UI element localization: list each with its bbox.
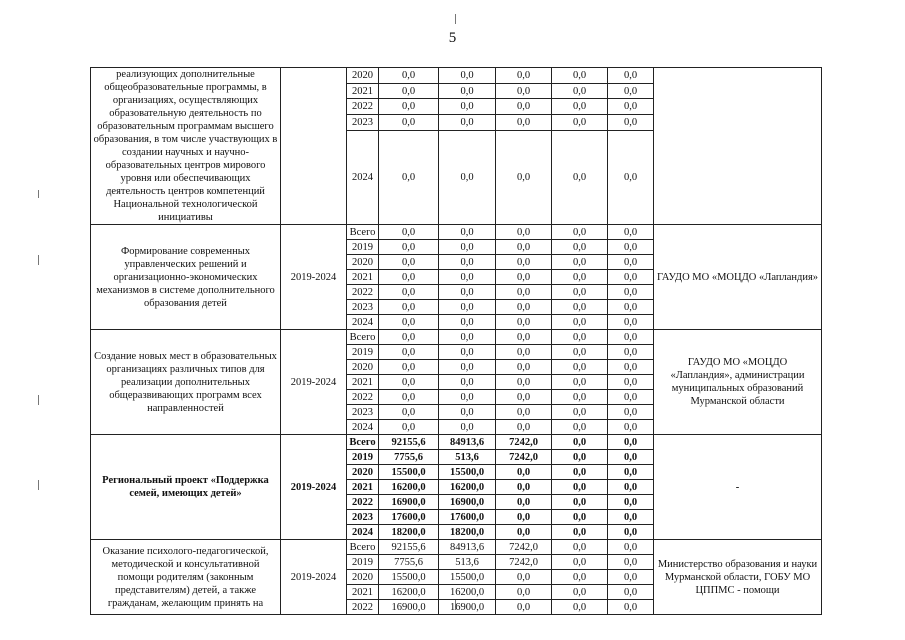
value-cell: 0,0 [608,510,654,525]
year-cell: 2024 [347,420,379,435]
value-cell: 16200,0 [439,585,496,600]
value-cell: 0,0 [608,130,654,224]
value-cell: 0,0 [608,450,654,465]
value-cell: 0,0 [379,99,439,115]
value-cell: 0,0 [552,83,608,99]
value-cell: 0,0 [379,420,439,435]
value-cell: 0,0 [496,115,552,131]
value-cell: 513,6 [439,450,496,465]
year-cell: 2022 [347,600,379,615]
value-cell: 0,0 [552,270,608,285]
year-cell: 2022 [347,99,379,115]
value-cell: 0,0 [608,555,654,570]
value-cell: 0,0 [552,525,608,540]
value-cell: 16200,0 [379,585,439,600]
value-cell: 0,0 [552,585,608,600]
value-cell: 0,0 [552,405,608,420]
value-cell: 92155,6 [379,540,439,555]
value-cell: 0,0 [608,540,654,555]
year-cell: 2020 [347,465,379,480]
value-cell: 0,0 [496,600,552,615]
value-cell: 0,0 [552,495,608,510]
executor-cell: ГАУДО МО «МОЦДО «Лапландия», администрации муниципальных образований Мурманской области [654,330,822,435]
year-cell: Всего [347,330,379,345]
value-cell: 0,0 [608,465,654,480]
year-cell: 2019 [347,240,379,255]
scan-mark [455,14,456,24]
value-cell: 0,0 [439,225,496,240]
value-cell: 0,0 [552,390,608,405]
value-cell: 0,0 [379,315,439,330]
year-cell: 2021 [347,270,379,285]
table-row [91,540,822,555]
value-cell: 0,0 [496,285,552,300]
value-cell: 0,0 [379,390,439,405]
year-cell: 2024 [347,525,379,540]
value-cell: 0,0 [608,570,654,585]
value-cell: 0,0 [608,435,654,450]
period-cell [281,68,347,225]
period-cell: 2019-2024 [281,330,347,435]
value-cell: 0,0 [439,130,496,224]
year-cell: 2020 [347,360,379,375]
value-cell: 18200,0 [439,525,496,540]
table-row [91,435,822,450]
value-cell: 0,0 [439,240,496,255]
year-cell: 2019 [347,555,379,570]
value-cell: 16900,0 [379,600,439,615]
value-cell: 0,0 [439,270,496,285]
value-cell: 0,0 [379,240,439,255]
year-cell: 2021 [347,480,379,495]
year-cell: 2022 [347,495,379,510]
value-cell: 0,0 [552,375,608,390]
value-cell: 0,0 [608,99,654,115]
value-cell: 0,0 [439,360,496,375]
value-cell: 0,0 [552,480,608,495]
value-cell: 0,0 [496,99,552,115]
value-cell: 0,0 [496,130,552,224]
period-cell: 2019-2024 [281,435,347,540]
value-cell: 16900,0 [439,600,496,615]
value-cell: 0,0 [608,600,654,615]
value-cell: 0,0 [608,225,654,240]
table-row [91,225,822,240]
value-cell: 16200,0 [439,480,496,495]
value-cell: 0,0 [496,240,552,255]
value-cell: 0,0 [552,510,608,525]
value-cell: 0,0 [552,315,608,330]
value-cell: 0,0 [379,360,439,375]
value-cell: 7755,6 [379,555,439,570]
value-cell: 15500,0 [439,570,496,585]
value-cell: 0,0 [496,420,552,435]
value-cell: 0,0 [439,405,496,420]
year-cell: Всего [347,225,379,240]
value-cell: 0,0 [379,83,439,99]
value-cell: 15500,0 [439,465,496,480]
activity-description: реализующих дополнительные общеобразовательные программы, в организациях, осуществляющих образовательную деятельность по образовательным программам высшего образования, в том числе участвующих в создании научных и научно-образовательных центров мирового уровня или обеспечивающих деятельность центров компетенций Национальной технологической инициативы [91,68,281,225]
table-body [91,68,822,615]
value-cell: 0,0 [379,375,439,390]
value-cell: 7755,6 [379,450,439,465]
value-cell: 0,0 [552,600,608,615]
value-cell: 0,0 [496,315,552,330]
value-cell: 0,0 [608,68,654,84]
period-cell: 2019-2024 [281,225,347,330]
value-cell: 0,0 [552,130,608,224]
executor-cell: Министерство образования и науки Мурманской области, ГОБУ МО ЦППМС - помощи [654,540,822,615]
value-cell: 0,0 [496,480,552,495]
value-cell: 0,0 [552,420,608,435]
value-cell: 17600,0 [439,510,496,525]
value-cell: 0,0 [552,255,608,270]
scan-mark [38,395,39,405]
value-cell: 7242,0 [496,555,552,570]
value-cell: 0,0 [608,315,654,330]
value-cell: 0,0 [496,270,552,285]
budget-table [90,67,822,615]
value-cell: 0,0 [608,83,654,99]
executor-cell: ГАУДО МО «МОЦДО «Лапландия» [654,225,822,330]
scan-mark [38,480,39,490]
year-cell: 2023 [347,115,379,131]
value-cell: 0,0 [496,390,552,405]
activity-description: Оказание психолого-педагогической, методической и консультативной помощи родителям (законным представителям) детей, а также гражданам, желающим принять на [91,540,281,615]
value-cell: 92155,6 [379,435,439,450]
table-row [91,330,822,345]
value-cell: 0,0 [496,68,552,84]
value-cell: 0,0 [496,330,552,345]
value-cell: 16900,0 [379,495,439,510]
value-cell: 0,0 [439,285,496,300]
value-cell: 0,0 [379,255,439,270]
value-cell: 18200,0 [379,525,439,540]
value-cell: 15500,0 [379,465,439,480]
scan-mark [38,190,39,198]
value-cell: 0,0 [552,555,608,570]
value-cell: 0,0 [379,345,439,360]
value-cell: 0,0 [439,99,496,115]
value-cell: 0,0 [439,83,496,99]
value-cell: 0,0 [608,390,654,405]
value-cell: 0,0 [439,375,496,390]
value-cell: 0,0 [552,240,608,255]
executor-cell [654,68,822,225]
year-cell: 2019 [347,345,379,360]
value-cell: 7242,0 [496,435,552,450]
value-cell: 0,0 [496,525,552,540]
table-row [91,68,822,84]
value-cell: 0,0 [439,315,496,330]
value-cell: 0,0 [439,390,496,405]
year-cell: 2021 [347,83,379,99]
executor-cell: - [654,435,822,540]
value-cell: 0,0 [608,115,654,131]
value-cell: 0,0 [608,375,654,390]
value-cell: 0,0 [608,300,654,315]
value-cell: 0,0 [379,300,439,315]
activity-description: Создание новых мест в образовательных организациях различных типов для реализации дополнительных общеразвивающих программ всех направленностей [91,330,281,435]
value-cell: 0,0 [496,585,552,600]
value-cell: 0,0 [496,255,552,270]
year-cell: 2024 [347,315,379,330]
value-cell: 0,0 [496,570,552,585]
value-cell: 0,0 [552,450,608,465]
value-cell: 0,0 [439,115,496,131]
value-cell: 16200,0 [379,480,439,495]
value-cell: 0,0 [379,115,439,131]
value-cell: 0,0 [608,240,654,255]
value-cell: 0,0 [552,345,608,360]
value-cell: 0,0 [439,330,496,345]
value-cell: 0,0 [439,255,496,270]
year-cell: 2019 [347,450,379,465]
year-cell: 2023 [347,405,379,420]
value-cell: 84913,6 [439,540,496,555]
value-cell: 0,0 [439,345,496,360]
value-cell: 0,0 [439,420,496,435]
value-cell: 0,0 [552,435,608,450]
value-cell: 15500,0 [379,570,439,585]
period-cell: 2019-2024 [281,540,347,615]
year-cell: 2022 [347,390,379,405]
scan-mark [38,255,39,265]
value-cell: 0,0 [552,465,608,480]
value-cell: 0,0 [552,540,608,555]
value-cell: 0,0 [379,130,439,224]
value-cell: 0,0 [496,495,552,510]
value-cell: 0,0 [608,420,654,435]
value-cell: 0,0 [608,525,654,540]
value-cell: 0,0 [608,405,654,420]
value-cell: 16900,0 [439,495,496,510]
value-cell: 0,0 [608,495,654,510]
value-cell: 0,0 [439,68,496,84]
value-cell: 0,0 [439,300,496,315]
activity-description: Формирование современных управленческих решений и организационно-экономических механизмов в системе дополнительного образования детей [91,225,281,330]
value-cell: 0,0 [552,570,608,585]
year-cell: 2020 [347,68,379,84]
value-cell: 0,0 [608,360,654,375]
value-cell: 0,0 [552,360,608,375]
value-cell: 0,0 [552,300,608,315]
year-cell: Всего [347,540,379,555]
year-cell: Всего [347,435,379,450]
value-cell: 0,0 [496,345,552,360]
value-cell: 0,0 [552,115,608,131]
year-cell: 2020 [347,255,379,270]
value-cell: 0,0 [379,285,439,300]
value-cell: 0,0 [552,225,608,240]
value-cell: 0,0 [552,330,608,345]
value-cell: 0,0 [608,585,654,600]
value-cell: 0,0 [608,255,654,270]
value-cell: 0,0 [608,480,654,495]
value-cell: 513,6 [439,555,496,570]
year-cell: 2021 [347,585,379,600]
value-cell: 0,0 [608,345,654,360]
value-cell: 0,0 [608,270,654,285]
value-cell: 84913,6 [439,435,496,450]
value-cell: 0,0 [608,285,654,300]
value-cell: 0,0 [379,225,439,240]
value-cell: 17600,0 [379,510,439,525]
value-cell: 0,0 [496,405,552,420]
value-cell: 0,0 [552,68,608,84]
value-cell: 7242,0 [496,450,552,465]
value-cell: 0,0 [496,83,552,99]
year-cell: 2024 [347,130,379,224]
value-cell: 7242,0 [496,540,552,555]
value-cell: 0,0 [496,510,552,525]
value-cell: 0,0 [379,68,439,84]
value-cell: 0,0 [379,330,439,345]
value-cell: 0,0 [496,465,552,480]
value-cell: 0,0 [496,360,552,375]
value-cell: 0,0 [496,375,552,390]
activity-description: Региональный проект «Поддержка семей, имеющих детей» [91,435,281,540]
year-cell: 2022 [347,285,379,300]
value-cell: 0,0 [552,285,608,300]
value-cell: 0,0 [379,405,439,420]
year-cell: 2023 [347,510,379,525]
page-number: 5 [448,30,457,46]
value-cell: 0,0 [379,270,439,285]
year-cell: 2023 [347,300,379,315]
value-cell: 0,0 [496,225,552,240]
value-cell: 0,0 [496,300,552,315]
year-cell: 2020 [347,570,379,585]
value-cell: 0,0 [608,330,654,345]
year-cell: 2021 [347,375,379,390]
value-cell: 0,0 [552,99,608,115]
